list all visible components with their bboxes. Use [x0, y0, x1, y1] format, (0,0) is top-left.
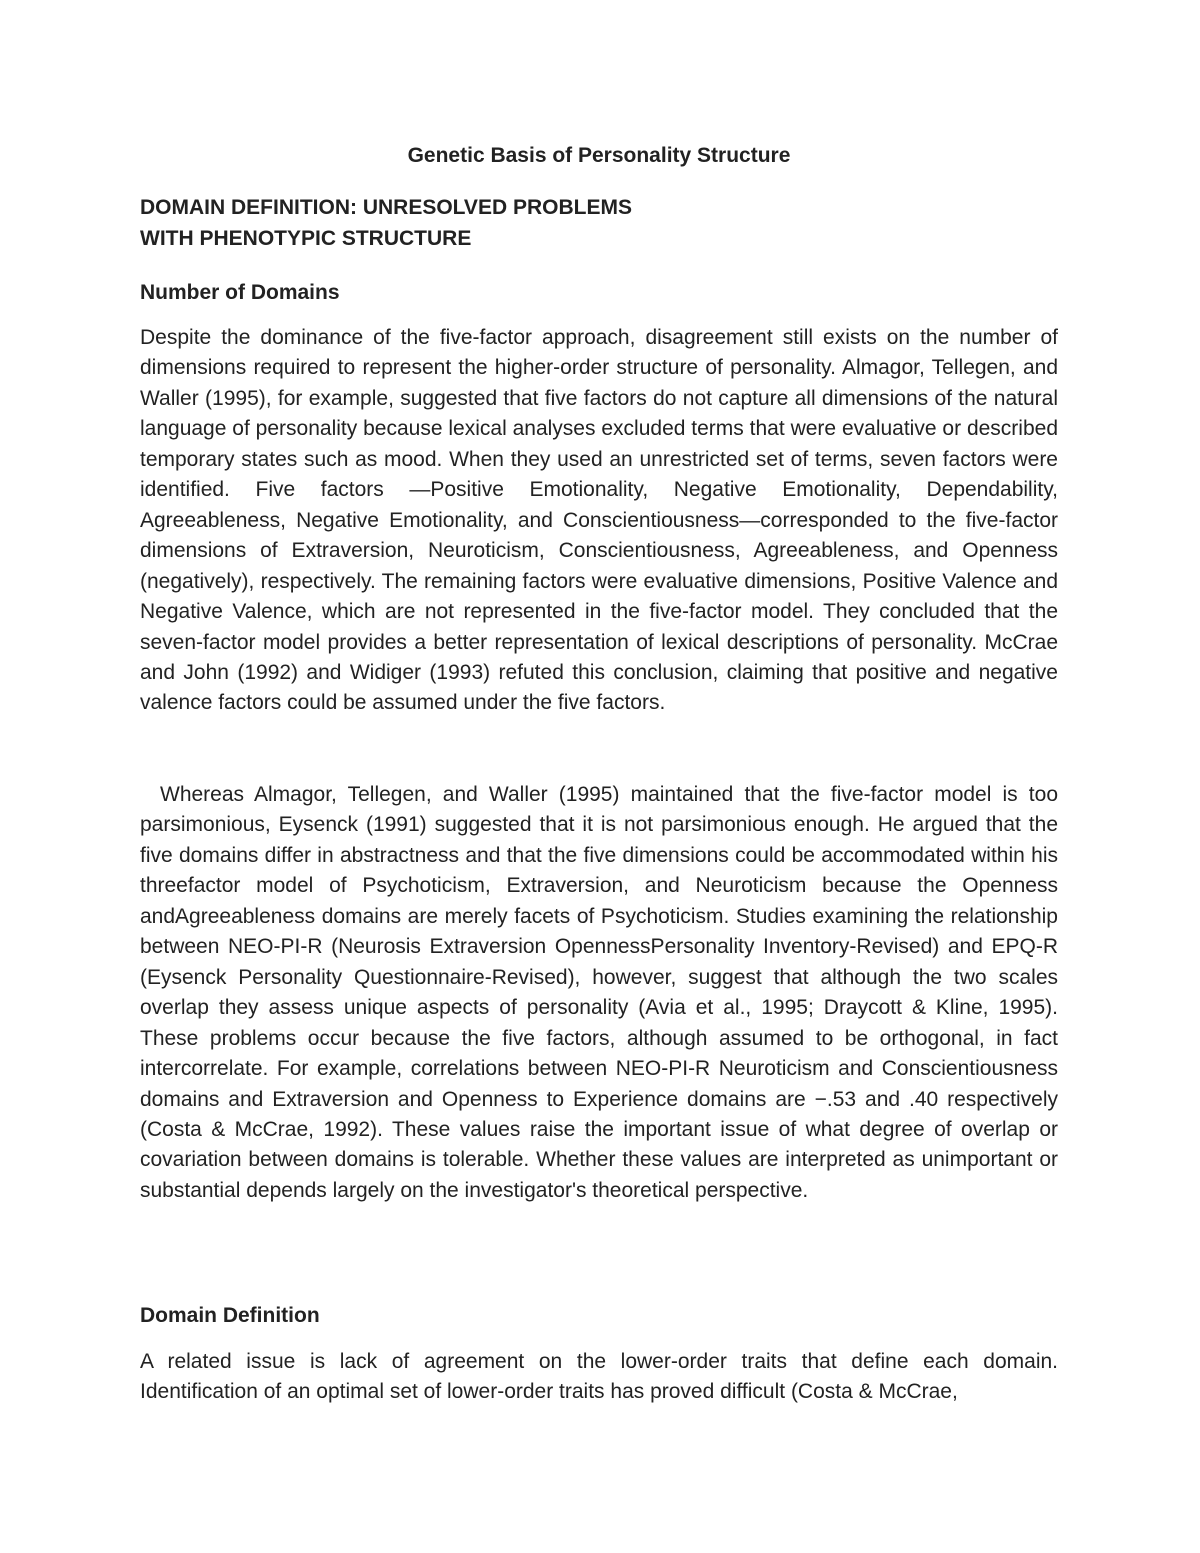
subsection-heading-number-of-domains: Number of Domains	[140, 281, 340, 304]
section-heading-line-1: DOMAIN DEFINITION: UNRESOLVED PROBLEMS	[140, 196, 632, 219]
document-title: Genetic Basis of Personality Structure	[407, 144, 791, 167]
section-heading-line-2: WITH PHENOTYPIC STRUCTURE	[140, 226, 472, 250]
paragraph-3: A related issue is lack of agreement on the lower-order traits that define each domain. Identification of an optimal set of lower-order traits has proved difficult (Costa & McCrae,	[140, 1350, 1058, 1404]
subsection-heading-domain-definition: Domain Definition	[140, 1304, 320, 1327]
paragraph-2: Whereas Almagor, Tellegen, and Waller (1995) maintained that the five-factor model is too parsimonious, Eysenck (1991) suggested that it is not parsimonious enough. He argued that the five domains differ in abstractness and that the five dimensions could be accommodated within his threefactor model of Psychoticism, Extraversion, and Neuroticism because the Openness andAgreeableness domains are merely facets of Psychoticism. Studies examining the relationship between NEO-PI-R (Neurosis Extraversion OpennessPersonality Inventory-Revised) and EPQ-R (Eysenck Personality Questionnaire-Revised), however, suggest that although the two scales overlap they assess unique aspects of personality (Avia et al., 1995; Draycott & Kline, 1995). These problems occur because the five factors, although assumed to be orthogonal, in fact intercorrelate. For example, correlations between NEO-PI-R Neuroticism and Conscientiousness domains and Extraversion and Openness to Experience domains are −.53 and .40 respectively (Costa & McCrae, 1992). These values raise the important issue of what degree of overlap or covariation between domains is tolerable. Whether these values are interpreted as unimportant or substantial depends largely on the investigator's theoretical perspective.	[140, 783, 1058, 1202]
paragraph-1: Despite the dominance of the five-factor approach, disagreement still exists on the number of dimensions required to represent the higher-order structure of personality. Almagor, Tellegen, and Waller (1995), for example, suggested that five factors do not capture all dimensions of the natural language of personality because lexical analyses excluded terms that were evaluative or described temporary states such as mood. When they used an unrestricted set of terms, seven factors were identified. Five factors —Positive Emotionality, Negative Emotionality, Dependability, Agreeableness, Negative Emotionality, and Conscientiousness—corresponded to the five-factor dimensions of Extraversion, Neuroticism, Conscientiousness, Agreeableness, and Openness (negatively), respectively. The remaining factors were evaluative dimensions, Positive Valence and Negative Valence, which are not represented in the five-factor model. They concluded that the seven-factor model provides a better representation of lexical descriptions of personality. McCrae and John (1992) and Widiger (1993) refuted this conclusion, claiming that positive and negative valence factors could be assumed under the five factors.	[140, 326, 1058, 715]
section-heading	[140, 193, 632, 254]
